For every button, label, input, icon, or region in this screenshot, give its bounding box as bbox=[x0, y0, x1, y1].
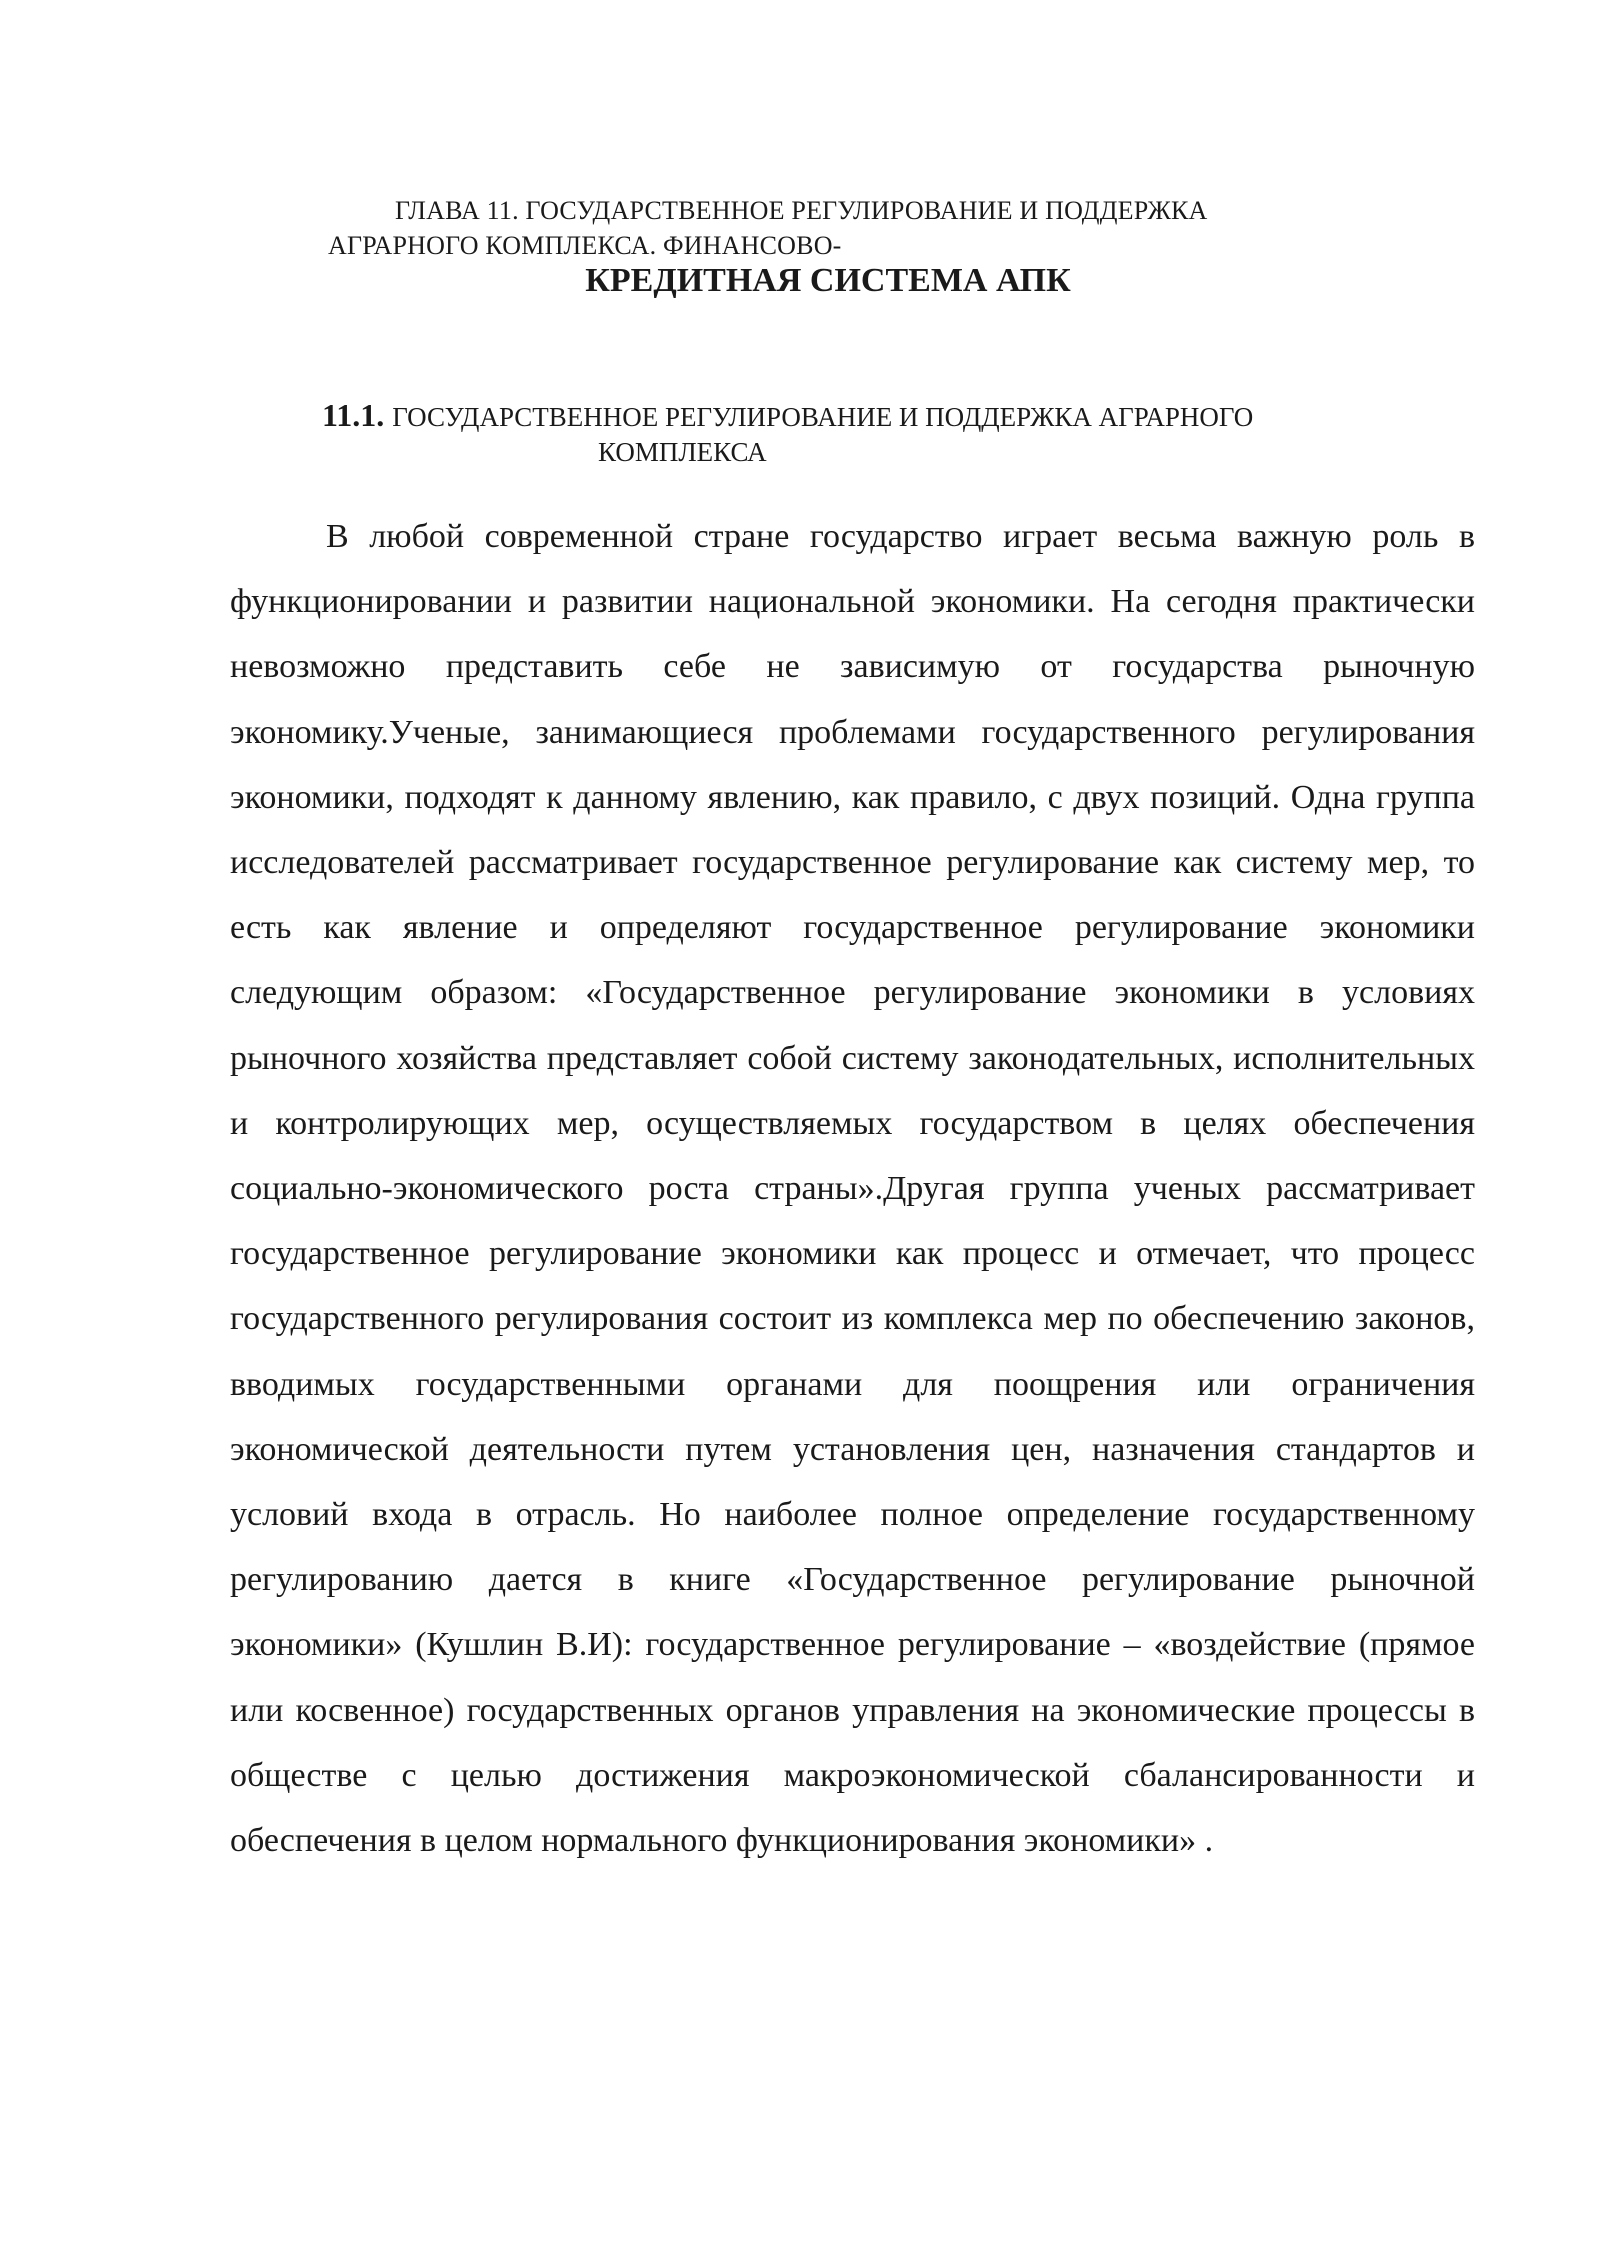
body-paragraph: В любой современной стране государство играет весьма важную роль в функционировании и развитии национальной экономики. На сегодня практически невозможно представить себе не зависимую от государства рыночную экономику.Ученые, занимающиеся проблемами государственного регулирования экономики, подходят к данному явлению, как правило, с двух позиций. Одна группа исследователей рассматривает государственное регулирование как систему мер, то есть как явление и определяют государственное регулирование экономики следующим образом: «Государственное регулирование экономики в условиях рыночного хозяйства представляет собой систему законодательных, исполнительных и контролирующих мер, осуществляемых государством в целях обеспечения социально-экономического роста страны».Другая группа ученых рассматривает государственное регулирование экономики как процесс и отмечает, что процесс государственного регулирования состоит из комплекса мер по обеспечению законов, вводимых государственными органами для поощрения или ограничения экономической деятельности путем установления цен, назначения стандартов и условий входа в отрасль. Но наиболее полное определение государственному регулированию дается в книге «Государственное регулирование рыночной экономики» (Кушлин В.И): государственное регулирование – «воздействие (прямое или косвенное) государственных органов управления на экономические процессы в обществе с целью достижения макроэкономической сбалансированности и обеспечения в целом нормального функционирования экономики» . bbox=[230, 518, 1475, 1860]
section-title-line-1: ГОСУДАРСТВЕННОЕ РЕГУЛИРОВАНИЕ И ПОДДЕРЖКА АГРАРНОГО bbox=[392, 402, 1254, 432]
section-number: 11.1. bbox=[322, 397, 385, 433]
section-title-line-2: КОМПЛЕКСА bbox=[598, 437, 767, 467]
section-heading bbox=[322, 395, 1253, 437]
chapter-title: КРЕДИТНАЯ СИСТЕМА АПК bbox=[585, 262, 1071, 299]
chapter-heading-line-2: АГРАРНОГО КОМПЛЕКСА. ФИНАНСОВО- bbox=[328, 231, 842, 260]
chapter-heading-line-1: ГЛАВА 11. ГОСУДАРСТВЕННОЕ РЕГУЛИРОВАНИЕ И ПОДДЕРЖКА bbox=[395, 196, 1208, 225]
